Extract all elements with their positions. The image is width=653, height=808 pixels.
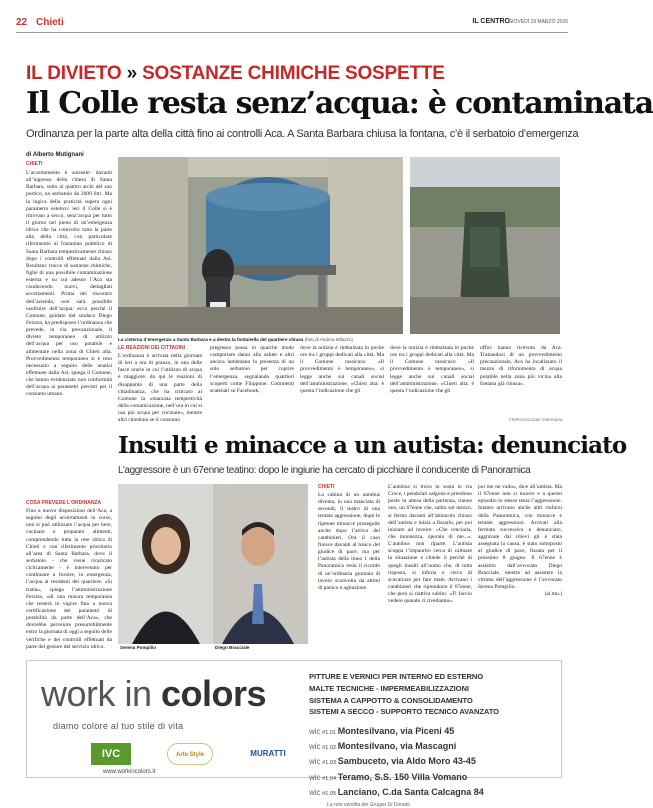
store-prefix: wic — [309, 772, 321, 782]
store-prefix: wic — [309, 742, 321, 752]
second-headline: Insulti e minacce a un autista: denunciato — [118, 432, 627, 459]
article1-column-1: L’accertamento è surreale: davanti all’ingresso della chiesa di Santa Barbara, sotto al quattro archi del suo portico, un serbatoio da 2000 litri. Ma la logica della praticità supera ogni parametro estetico: ieri il Colle si è ritrovato a secco, senz’acqua per tutto il giorno nel pieno di un’emergenza idrica che ha coinvolto tutta la parte alta della città, con particolare riferimento al fontanino pubblico di Santa Barbara tempestivamente chiuso dopo i controlli effettuati dalla Asl. Risultato: tracce di sostanze chimiche, figlie di una possibile contaminazione esterna e su cui adesso l’Aca sta conducendo nuovi, dettagliati accertamenti. Prima del riscontro dell’azienda, non sarà possibile usufruire dell’acqua: ecco perché il Comune, guidato dal sindaco Diego Ferrara, ha predisposto l’ordinanza che prevede, in via precauzionale, il divieto temporaneo di utilizzo dell’acqua per uso potabile e alimentare nella zona di Chieti alta. Provvedimento temporaneo si è reso necessario a seguito delle analisi effettuate dalla Asl, spiega il Comune, che hanno evidenziato non conformità dell’acqua ai parametri previsti per il consumo umano. — [26, 170, 112, 398]
logo-ivc: IVC — [91, 743, 131, 765]
ad-store — [309, 785, 559, 800]
store-code: #1.01 — [322, 730, 337, 737]
logo-arte-style: Arte Style — [167, 743, 213, 765]
photo-caption-left: Serena Pompilio — [120, 645, 156, 650]
ad-partner-logos — [91, 743, 301, 767]
kicker-subtopic: SOSTANZE CHIMICHE SOSPETTE — [142, 63, 445, 84]
store-code: #1.04 — [322, 775, 337, 782]
main-headline: Il Colle resta senz’acqua: è contaminata — [26, 86, 653, 121]
ad-details — [309, 671, 559, 808]
photo-caption-right: Diego Bracciale — [215, 645, 250, 650]
store-address: Sambuceto, via Aldo Moro 43-45 — [337, 756, 476, 767]
article1-column-3-text: L’ordinanza è arrivata nella giornata di ieri a ora di pranzo, in una delle fasce orarie in cui l’utilizzo di acqua è maggiore: da qui le reazioni di disappunto di una parte della cittadinanza, che ha criticato al Comune la «mancata tempestività della comunicazione, nell’ora in cui si usa più acqua per cucinare», mentre altri chiedono se il consumo — [118, 353, 202, 424]
page-header — [16, 17, 568, 31]
ad-chain-note: La rete vendita del Gruppo Di Donato — [327, 802, 410, 808]
photo-lawyers-illustration — [118, 484, 308, 644]
article-signature: (al.mu.) — [544, 591, 562, 598]
advertisement-work-in-colors[interactable] — [26, 660, 562, 808]
copyright-note: ©RIPRODUZIONE RISERVATA — [509, 418, 563, 422]
ad-brand-title-a: work in — [41, 673, 162, 714]
ad-brand-title-b: colors — [161, 673, 267, 714]
section-name: Chieti — [36, 17, 64, 28]
ad-store — [309, 724, 559, 739]
ad-service-2: MALTE TECNICHE - IMPERMEABILIZZAZIONI — [309, 683, 469, 693]
article-kicker — [26, 63, 445, 85]
photo-caption — [118, 337, 408, 342]
dateline-location: CHIETI — [26, 161, 43, 167]
logo-muratti: MURATTI — [250, 749, 286, 758]
store-address: Teramo, S.S. 150 Villa Vomano — [337, 771, 468, 782]
ad-website[interactable]: www.workincolors.it — [103, 769, 156, 775]
photo-water-tank-illustration — [118, 157, 403, 334]
photo-closed-fountain-illustration — [410, 157, 560, 334]
article2-column-1: La cabina di un autobus diventa, in una manciata di secondi, il teatro di una tentata aggressione, dopo le ripetute minacce proseguite anche dopo l’arrivo dei carabinieri. Ora il caso finisce davanti al banco del giudice di pace, ma per l’autista della linea 1 della Panoramica resta il ricordo di un’ordinaria giornata di lavoro sconvolta da attimi di panico e agitazione. — [318, 492, 380, 591]
ad-slogan: diamo colore al tuo stile di vita — [53, 721, 184, 731]
photo-closed-fountain — [410, 157, 560, 334]
article1-column-2-text: Fino a nuovo disposizioni dell’Aca, a seguito degli accertamenti in corso, non si può utilizzare l’acqua per bere, cucinare o preparare alimenti, comprendendo tutta la rete idrica di Chieti e con riferimento prioritario all’area di Santa Barbara, dove il serbatoio - che viene ricaricato ciclicamente - è intervenuto per continuare a fornire, in emergenza, l’acqua ai residenti del quartiere. «Si tratta», spiega l’amministrazione Ferrara, «di una misura temporanea che resterà in vigore fino a nuova certificazione dei parametri di potabilità da parte dell’Aca», che dovrebbe pervenire presumibilmente entro la giornata di oggi a seguito delle verifiche e dei controlli effettuati da parte del gestore del servizio idrico. — [26, 508, 112, 650]
kicker-topic: IL DIVIETO — [26, 63, 122, 84]
ad-store — [309, 754, 559, 769]
ad-store-list — [309, 724, 559, 800]
ad-store — [309, 739, 559, 754]
subsection-head: COSA PREVEDE L’ORDINANZA — [26, 500, 102, 506]
store-code: #1.02 — [322, 745, 337, 752]
article1-column-5: dove la notizia è rimbalzata in poche ore tra i gruppi dedicati alla città. Ma il Comune rassicura: «Il provvedimento è temporaneo», si legge anche sui canali social dell’amministrazione. «Chieti alta: è questa l’indicazione che gli — [300, 345, 384, 394]
main-subheadline: Ordinanza per la parte alta della città fino ai controlli Aca. A Santa Barbara chiusa la fontana, c’è il serbatoio d’emergenza — [26, 128, 579, 140]
publication-name: IL CENTRO — [472, 18, 510, 25]
article2-column-3 — [478, 484, 562, 652]
store-prefix: wic — [309, 757, 321, 767]
ad-service-1: PITTURE E VERNICI PER INTERNO ED ESTERNO — [309, 672, 484, 681]
store-address: Montesilvano, via Piceni 45 — [337, 726, 455, 737]
photo-water-tank — [118, 157, 403, 334]
ad-service-4: SISTEMI A SECCO - SUPPORTO TECNICO AVANZATO — [309, 707, 499, 717]
ad-service-3: SISTEMA A CAPPOTTO & CONSOLIDAMENTO — [309, 695, 473, 705]
ad-brand-title — [41, 673, 266, 715]
page-number: 22 — [16, 17, 28, 28]
article1-column-4: pregresso possa in qualche modo comportare danni alla salute e altri ancora lamentano la presenza di un solo serbatoio per coprire l’emergenza, segnalando quartieri scoperti come Filippone. Commenti scatenati su Facebook, — [210, 345, 294, 394]
subsection-head-2: LE REAZIONI DEI CITTADINI — [118, 345, 186, 351]
byline: di Alberto Mutignani — [26, 152, 84, 158]
store-code: #1.05 — [322, 790, 337, 797]
dateline-location-2: CHIETI — [318, 484, 335, 490]
header-divider — [16, 32, 568, 33]
photo-lawyers — [118, 484, 308, 644]
issue-date: GIOVEDÌ 19 MARZO 2026 — [508, 19, 568, 25]
store-address: Montesilvano, via Mascagni — [337, 741, 457, 752]
article2-column-2: L’autobus si trova in sosta in via Croce, i pendolari salgono e prendono posto in attesa della partenza, tranne uno, un 67enne che, salito sul mezzo, si ferma davanti all’abitacolo chiuso dell’autista e inizia a fissarlo, per poi iniziare ad inveire: «Che cenciaria, che monnezza, operaio di me...». L’autobus non riparte. L’autista scoppa l’impaurito cerca di calmare la situazione e chiede il perché di quegli insulti all’uomo che, di tutta risposta, si infuria e cerca di scavalcare per fare male. Arrivano i carabinieri che riprendono il 67enne, che però si riattiva subito: «Ti faccio vedere quando ci rivediamo». — [388, 484, 473, 605]
store-address: Lanciano, C.da Santa Calcagna 84 — [337, 786, 484, 797]
article2-column-3-text: poi me ne vado», dice all’autista. Ma il 67enne non si muove e a questo episodio lo stesso tenta l’aggressione. Intanto arrivano anche altri rinforzi della Panoramica, con minacce e tentate aggressioni. Arrivati alla fermata successiva e denunciato, aggravate dai rilievi gli è stata assegnata la causa, è stato sottoposto al giudice di pace, fissata per il prossimo 8 giugno. Il 67enne è assistito dall’avvocato Diego Bracciale, mentre ad assistere la vittima dell’aggressione è l’avvocato Serena Pompilio. — [478, 484, 562, 590]
store-prefix: wic — [309, 727, 321, 737]
article1-column-7: uffici hanno ricevuto da Aca. Trattandosi di un provvedimento precauzionale, Aca ha localizzato il mezzo di rifornimento di acqua potabile nella zona più vicina alla fontana già chiusa». — [480, 345, 562, 387]
photo-caption-text: La cisterna d’emergenza a Santa Barbara e a destra la fontanella del quartiere chiusa — [118, 337, 304, 342]
kicker-separator: » — [126, 63, 137, 84]
store-code: #1.03 — [322, 760, 337, 767]
photo-credit: (foto di Andrea Milazzo) — [304, 337, 353, 342]
second-subheadline: L’aggressore è un 67enne teatino: dopo le ingiurie ha cercato di picchiare il conducente di Panoramica — [118, 465, 531, 476]
article1-column-3 — [118, 345, 202, 425]
ad-store — [309, 770, 559, 785]
store-prefix: wic — [309, 787, 321, 797]
article1-column-6: dove la notizia è rimbalzata in poche ore tra i gruppi dedicati alla città. Ma il Comune rassicura: «Il provvedimento è temporaneo», si legge anche sui canali social dell’amministrazione. «Chieti alta: è questa l’indicazione che gli — [390, 345, 474, 394]
